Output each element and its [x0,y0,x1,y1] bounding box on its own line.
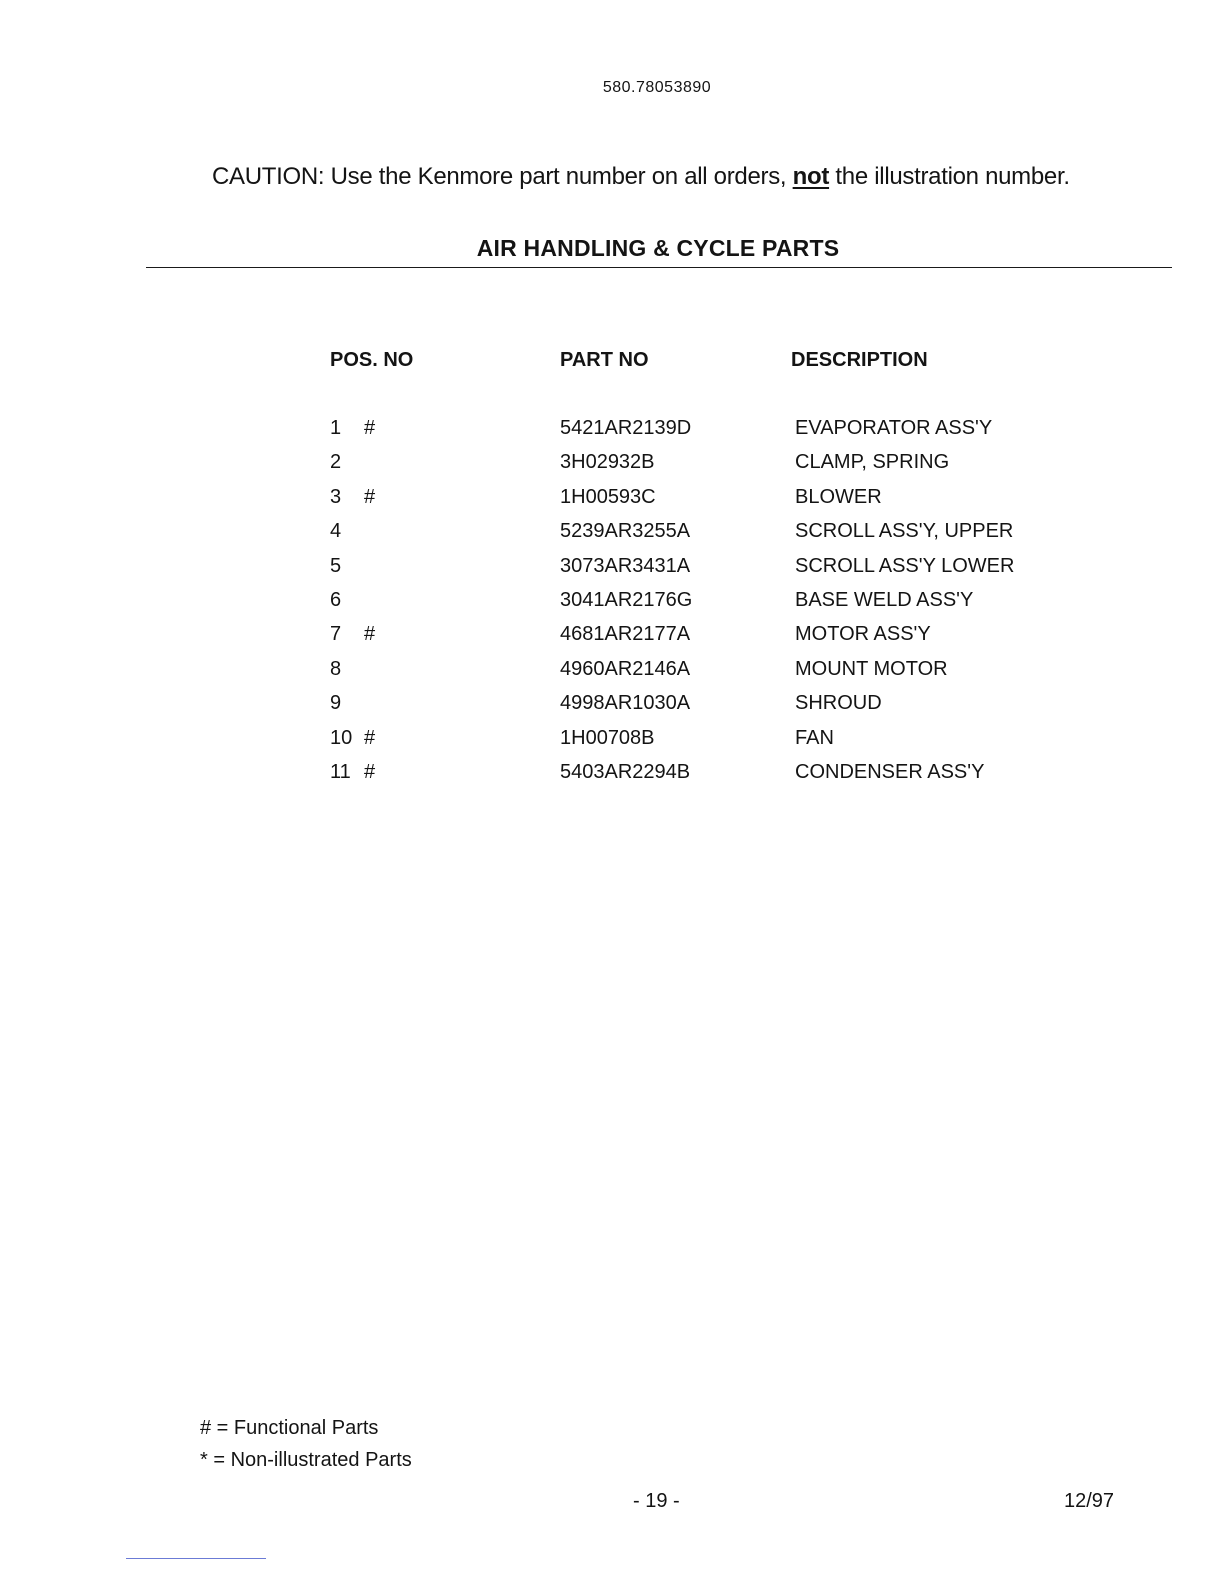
pos-number: 3 [330,485,342,508]
pos-number: 1 [330,417,342,439]
model-number: 580.78053890 [602,79,712,96]
part-description: FAN [795,726,834,749]
legend-functional: # = Functional Parts [200,1417,379,1439]
header-description: DESCRIPTION [791,349,928,371]
part-number: 1H00593C [560,485,656,508]
part-number: 5239AR3255A [560,520,691,543]
parts-table [0,417,1224,795]
functional-mark: # [364,485,376,508]
table-row [0,761,1224,795]
part-description: BLOWER [795,485,882,508]
part-description: BASE WELD ASS'Y [795,588,974,611]
part-number: 3H02932B [560,451,655,474]
table-row [0,451,1224,485]
part-number: 1H00708B [560,726,655,749]
scan-artifact-line [126,1558,266,1559]
caution-notice [212,163,1070,191]
revision-date: 12/97 [1064,1490,1115,1512]
table-row [0,486,1224,520]
functional-mark: # [364,623,376,646]
part-number: 3041AR2176G [560,588,693,611]
table-row [0,692,1224,726]
part-number: 3073AR3431A [560,554,691,577]
caution-emphasis: not [792,163,830,190]
pos-number: 9 [330,692,342,715]
caution-text-end: the illustration number. [829,163,1070,190]
part-description: MOTOR ASS'Y [795,623,931,646]
part-description: SCROLL ASS'Y LOWER [795,554,1015,577]
functional-mark: # [364,760,376,783]
part-description: SCROLL ASS'Y, UPPER [795,520,1014,543]
pos-number: 10 [330,726,353,749]
functional-mark: # [364,726,376,749]
pos-number: 11 [330,760,351,783]
pos-number: 5 [330,554,342,577]
table-row [0,555,1224,589]
functional-mark: # [364,417,376,439]
part-description: EVAPORATOR ASS'Y [795,417,993,439]
pos-number: 7 [330,623,342,646]
page-number: - 19 - [633,1490,680,1512]
pos-number: 8 [330,657,342,680]
part-description: CLAMP, SPRING [795,451,950,474]
section-title: AIR HANDLING & CYCLE PARTS [476,235,840,261]
pos-number: 2 [330,451,342,474]
section-divider [146,267,1172,268]
table-row [0,727,1224,761]
part-number: 4998AR1030A [560,692,691,715]
pos-number: 6 [330,588,342,611]
table-row [0,589,1224,623]
table-row [0,417,1224,451]
part-description: MOUNT MOTOR [795,657,948,680]
table-row [0,520,1224,554]
part-number: 5421AR2139D [560,417,692,439]
part-description: CONDENSER ASS'Y [795,760,985,783]
part-number: 4960AR2146A [560,657,691,680]
table-row [0,623,1224,657]
caution-text-start: CAUTION: Use the Kenmore part number on all orders, [212,163,793,190]
table-row [0,658,1224,692]
part-description: SHROUD [795,692,882,715]
legend-non-illustrated: * = Non-illustrated Parts [200,1449,412,1471]
header-part-no: PART NO [560,349,649,371]
pos-number: 4 [330,520,342,543]
part-number: 5403AR2294B [560,760,691,783]
header-pos-no: POS. NO [330,349,414,371]
part-number: 4681AR2177A [560,623,691,646]
